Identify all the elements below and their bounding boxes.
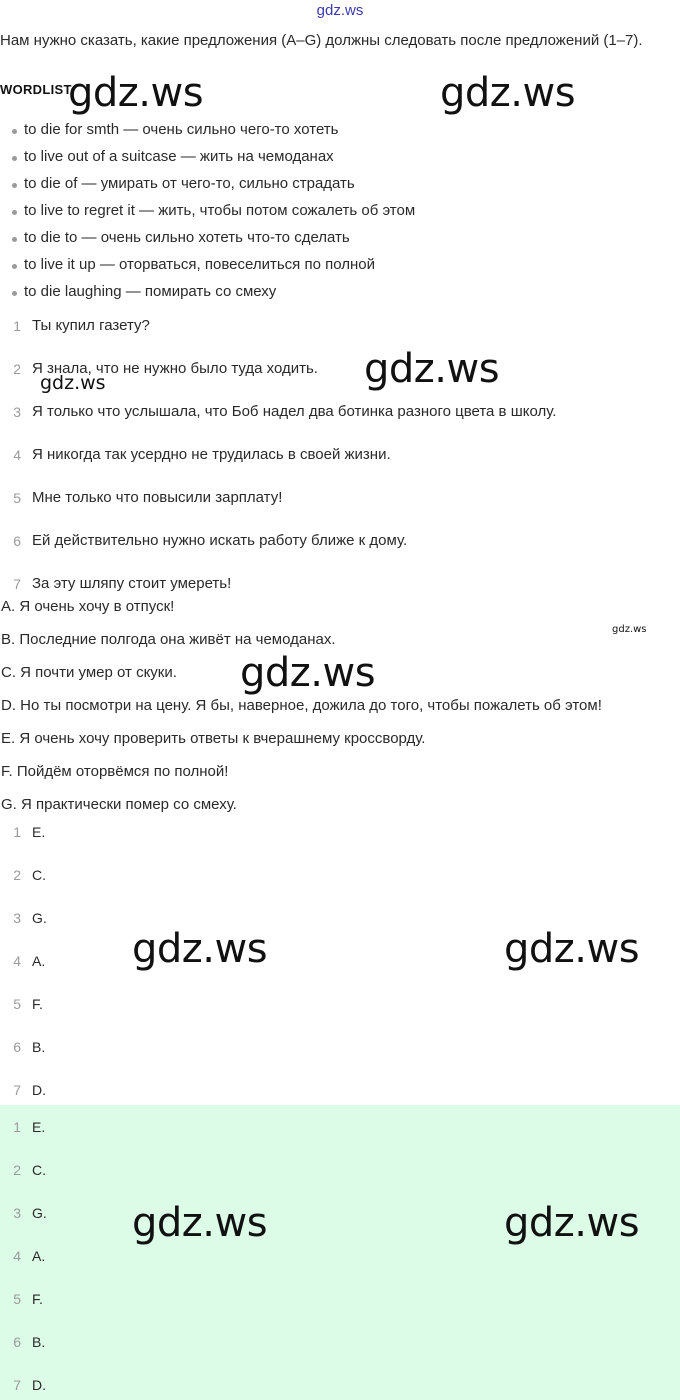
watermark: gdz.ws [132, 1200, 268, 1246]
task-instruction: Нам нужно сказать, какие предложения (A–G) должны следовать после предложений (1–7). [0, 32, 643, 49]
answer-item [0, 1025, 680, 1068]
watermark: gdz.ws [612, 624, 647, 635]
answer-item [0, 982, 680, 1025]
answer-text: G. [32, 1204, 47, 1221]
wordlist-item-text: to die laughing — помирать со смеху [24, 283, 277, 300]
sentence-text: Я только что услышала, что Боб надел два ботинка разного цвета в школу. [32, 403, 557, 420]
sentence-number: 5 [13, 489, 21, 506]
watermark: gdz.ws [68, 70, 204, 116]
bullet-icon [12, 237, 17, 242]
answer-text: C. [32, 866, 46, 883]
sentence-item [0, 519, 680, 562]
answer-text: B. [32, 1333, 46, 1350]
wordlist-item-text: to live out of a suitcase — жить на чемоданах [24, 148, 334, 165]
sentence-text: Ей действительно нужно искать работу ближе к дому. [32, 532, 408, 549]
answer-item [0, 1148, 680, 1191]
answer-number: 7 [13, 1376, 21, 1393]
answer-number: 1 [13, 1118, 21, 1135]
sentence-number: 2 [13, 360, 21, 377]
answer-number: 1 [13, 823, 21, 840]
wordlist-title: WORDLIST [0, 82, 72, 97]
answer-text: G. [32, 909, 47, 926]
answer-number: 3 [13, 909, 21, 926]
site-link[interactable]: gdz.ws [316, 2, 364, 19]
answer-number: 2 [13, 866, 21, 883]
bullet-icon [12, 210, 17, 215]
answer-item [0, 1105, 680, 1148]
sentence-number: 1 [13, 317, 21, 334]
sentence-text: За эту шляпу стоит умереть! [32, 575, 232, 592]
wordlist-item [0, 278, 680, 305]
wordlist-item-text: to die for smth — очень сильно чего-то хотеть [24, 121, 339, 138]
answer-number: 7 [13, 1081, 21, 1098]
option-item: D. Но ты посмотри на цену. Я бы, наверное, дожила до того, чтобы пожалеть об этом! [1, 697, 602, 714]
watermark: gdz.ws [504, 1200, 640, 1246]
answer-number: 3 [13, 1204, 21, 1221]
sentence-item [0, 433, 680, 476]
wordlist-item-text: to live to regret it — жить, чтобы потом сожалеть об этом [24, 202, 416, 219]
answer-number: 5 [13, 1290, 21, 1307]
watermark: gdz.ws [40, 372, 106, 394]
answer-number: 4 [13, 1247, 21, 1264]
bullet-icon [12, 264, 17, 269]
watermark: gdz.ws [364, 346, 500, 392]
answer-text: A. [32, 952, 46, 969]
sentence-item [0, 304, 680, 347]
option-list [0, 590, 680, 821]
wordlist-item [0, 251, 680, 278]
watermark: gdz.ws [504, 926, 640, 972]
sentence-list [0, 304, 680, 605]
sentence-item [0, 390, 680, 433]
answer-number: 5 [13, 995, 21, 1012]
answer-text: F. [32, 995, 43, 1012]
bullet-icon [12, 291, 17, 296]
sentence-text: Мне только что повысили зарплату! [32, 489, 283, 506]
option-item: A. Я очень хочу в отпуск! [1, 598, 175, 615]
wordlist-item-text: to die to — очень сильно хотеть что-то сделать [24, 229, 350, 246]
answer-list-highlighted [0, 1105, 680, 1400]
wordlist-item [0, 170, 680, 197]
answer-text: D. [32, 1376, 46, 1393]
answer-text: C. [32, 1161, 46, 1178]
answer-text: D. [32, 1081, 46, 1098]
wordlist-item [0, 224, 680, 251]
answer-text: F. [32, 1290, 43, 1307]
watermark: gdz.ws [132, 926, 268, 972]
answer-item [0, 853, 680, 896]
sentence-number: 4 [13, 446, 21, 463]
sentence-text: Ты купил газету? [32, 317, 150, 334]
sentence-item [0, 476, 680, 519]
option-item: G. Я практически помер со смеху. [1, 796, 237, 813]
bullet-icon [12, 156, 17, 161]
answer-item [0, 1277, 680, 1320]
answer-number: 6 [13, 1333, 21, 1350]
answer-item [0, 810, 680, 853]
answer-number: 4 [13, 952, 21, 969]
sentence-number: 7 [13, 575, 21, 592]
sentence-text: Я никогда так усердно не трудилась в своей жизни. [32, 446, 391, 463]
answer-text: E. [32, 823, 46, 840]
watermark: gdz.ws [440, 70, 576, 116]
wordlist-item [0, 197, 680, 224]
answer-item [0, 1363, 680, 1400]
answer-text: E. [32, 1118, 46, 1135]
answer-item [0, 1320, 680, 1363]
wordlist-item-text: to live it up — оторваться, повеселиться по полной [24, 256, 375, 273]
wordlist-item [0, 143, 680, 170]
sentence-number: 6 [13, 532, 21, 549]
bullet-icon [12, 129, 17, 134]
answer-number: 6 [13, 1038, 21, 1055]
wordlist-item-text: to die of — умирать от чего-то, сильно страдать [24, 175, 355, 192]
bullet-icon [12, 183, 17, 188]
answer-number: 2 [13, 1161, 21, 1178]
option-item: B. Последние полгода она живёт на чемоданах. [1, 631, 336, 648]
option-item: E. Я очень хочу проверить ответы к вчерашнему кроссворду. [1, 730, 426, 747]
wordlist [0, 116, 680, 305]
sentence-text: Я знала, что не нужно было туда ходить. [32, 360, 318, 377]
answer-text: B. [32, 1038, 46, 1055]
option-item: F. Пойдём оторвёмся по полной! [1, 763, 229, 780]
wordlist-item [0, 116, 680, 143]
answer-text: A. [32, 1247, 46, 1264]
sentence-number: 3 [13, 403, 21, 420]
watermark: gdz.ws [240, 650, 376, 696]
option-item: C. Я почти умер от скуки. [1, 664, 177, 681]
